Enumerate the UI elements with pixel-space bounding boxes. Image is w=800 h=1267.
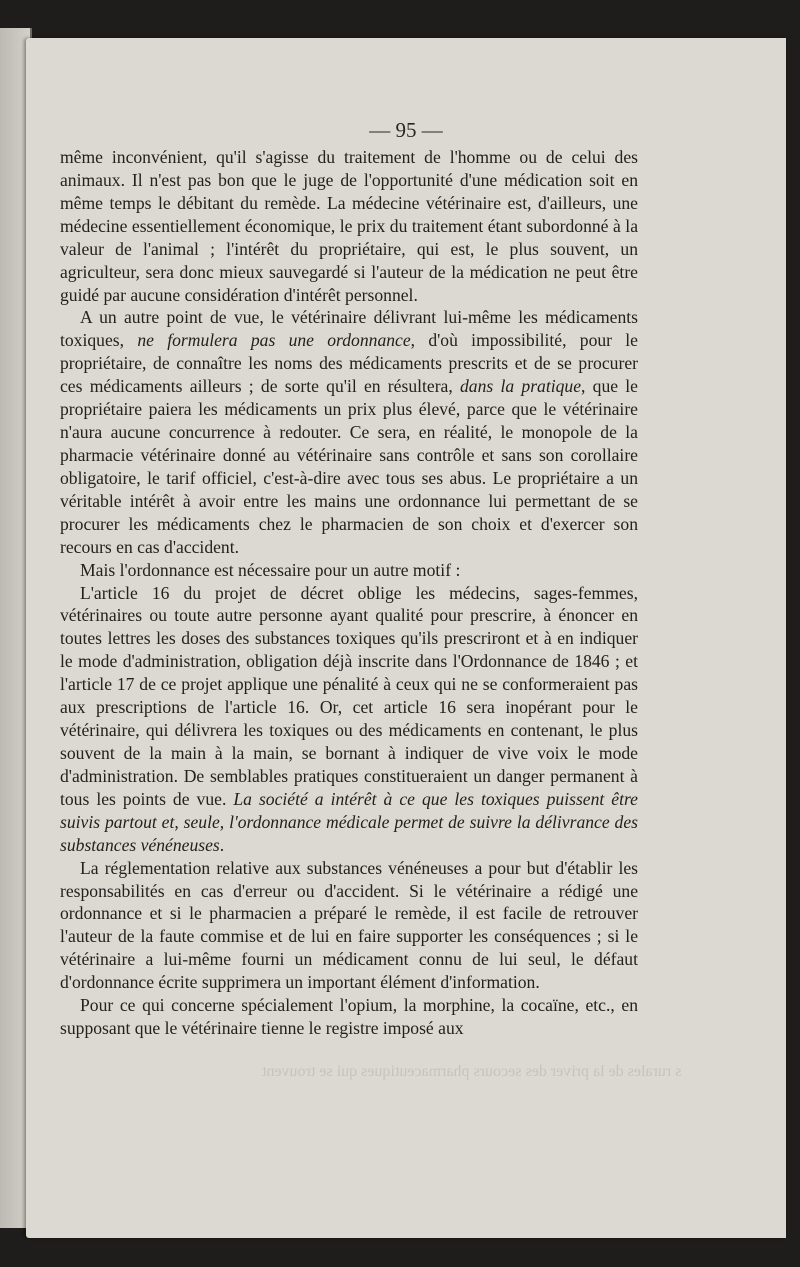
text-run: Mais l'ordonnance est nécessaire pour un autre motif : xyxy=(80,559,461,580)
book-page xyxy=(26,38,786,1238)
paragraph xyxy=(60,559,638,582)
paragraph xyxy=(60,146,638,306)
italic-text-run: ne formulera pas une ordonnance xyxy=(137,330,411,351)
paragraph xyxy=(60,306,638,558)
body-text xyxy=(60,146,638,1040)
text-run: , que le propriétaire paiera les médicaments un prix plus élevé, parce que le vétérinaire n'aura aucune concurrence à redouter. Ce sera, en réalité, le monopole de la pharmacie vétérinaire donné au vétérinaire sans contrôle et sans son corollaire obligatoire, le tarif officiel, c'est-à-dire avec tous ses abus. Le propriétaire a un véritable intérêt à avoir entre les mains une ordonnance lui permettant de se procurer les médicaments chez le pharmacien de son choix et d'exercer son recours en cas d'accident. xyxy=(60,376,638,557)
paragraph xyxy=(60,582,638,857)
paragraph xyxy=(60,857,638,995)
page-number: — 95 — xyxy=(369,118,443,142)
text-run: , d'où impossibilité, pour le propriétaire, de connaître les noms des médicaments prescrits et de se procurer ces médicaments ailleurs ; de sorte qu'il en résultera, xyxy=(60,330,638,397)
text-run: La réglementation relative aux substances vénéneuses a pour but d'établir les responsabilités en cas d'erreur ou d'accident. Si le vétérinaire a rédigé une ordonnance et si le pharmacien a préparé le remède, il est facile de retrouver l'auteur de la faute commise et de lui en faire supporter les conséquences ; si le vétérinaire a lui-même fourni un médicament connu de lui seul, le défaut d'ordonnance écrite supprimera un important élément d'information. xyxy=(60,857,638,993)
text-run: A un autre point de vue, le vétérinaire délivrant lui-même les médicaments toxiques, xyxy=(60,307,638,351)
text-run: Pour ce qui concerne spécialement l'opium, la morphine, la cocaïne, etc., en supposant que le vétérinaire tienne le registre imposé aux xyxy=(60,995,638,1039)
text-run: . xyxy=(219,834,225,855)
italic-text-run: La société a intérêt à ce que les toxiques puissent être suivis partout et, seule, l'ordonnance médicale permet de suivre la délivrance des substances vénéneuses xyxy=(60,788,638,855)
italic-text-run: dans la pratique xyxy=(460,376,582,397)
bleed-through-text: s rurales de la priver des secours pharmaceutiques qui se trouvent xyxy=(262,1063,682,1080)
paragraph xyxy=(60,994,638,1040)
text-run: même inconvénient, qu'il s'agisse du traitement de l'homme ou de celui des animaux. Il n'est pas bon que le juge de l'opportunité d'une médication soit en même temps le débitant du remède. La médecine vétérinaire est, d'ailleurs, une médecine essentiellement économique, le prix du traitement étant subordonné à la valeur de l'animal ; l'intérêt du propriétaire, qui est, le plus souvent, un agriculteur, sera donc mieux sauvegardé si l'auteur de la médication ne peut être guidé par aucune considération d'intérêt personnel. xyxy=(60,147,638,305)
text-run: L'article 16 du projet de décret oblige les médecins, sages-femmes, vétérinaires ou toute autre personne ayant qualité pour prescrire, à énoncer en toutes lettres les doses des substances toxiques qu'ils prescriront et à en indiquer le mode d'administration, obligation déjà inscrite dans l'Ordonnance de 1846 ; et l'article 17 de ce projet applique une pénalité à ceux qui ne se conformeraient pas aux prescriptions de l'article 16. Or, cet article 16 sera inopérant pour le vétérinaire, qui délivrera les toxiques ou des médicaments en contenant, le plus souvent de la main à la main, se bornant à indiquer de vive voix le mode d'administration. De semblables pratiques constitueraient un danger permanent à tous les points de vue. xyxy=(60,582,638,809)
